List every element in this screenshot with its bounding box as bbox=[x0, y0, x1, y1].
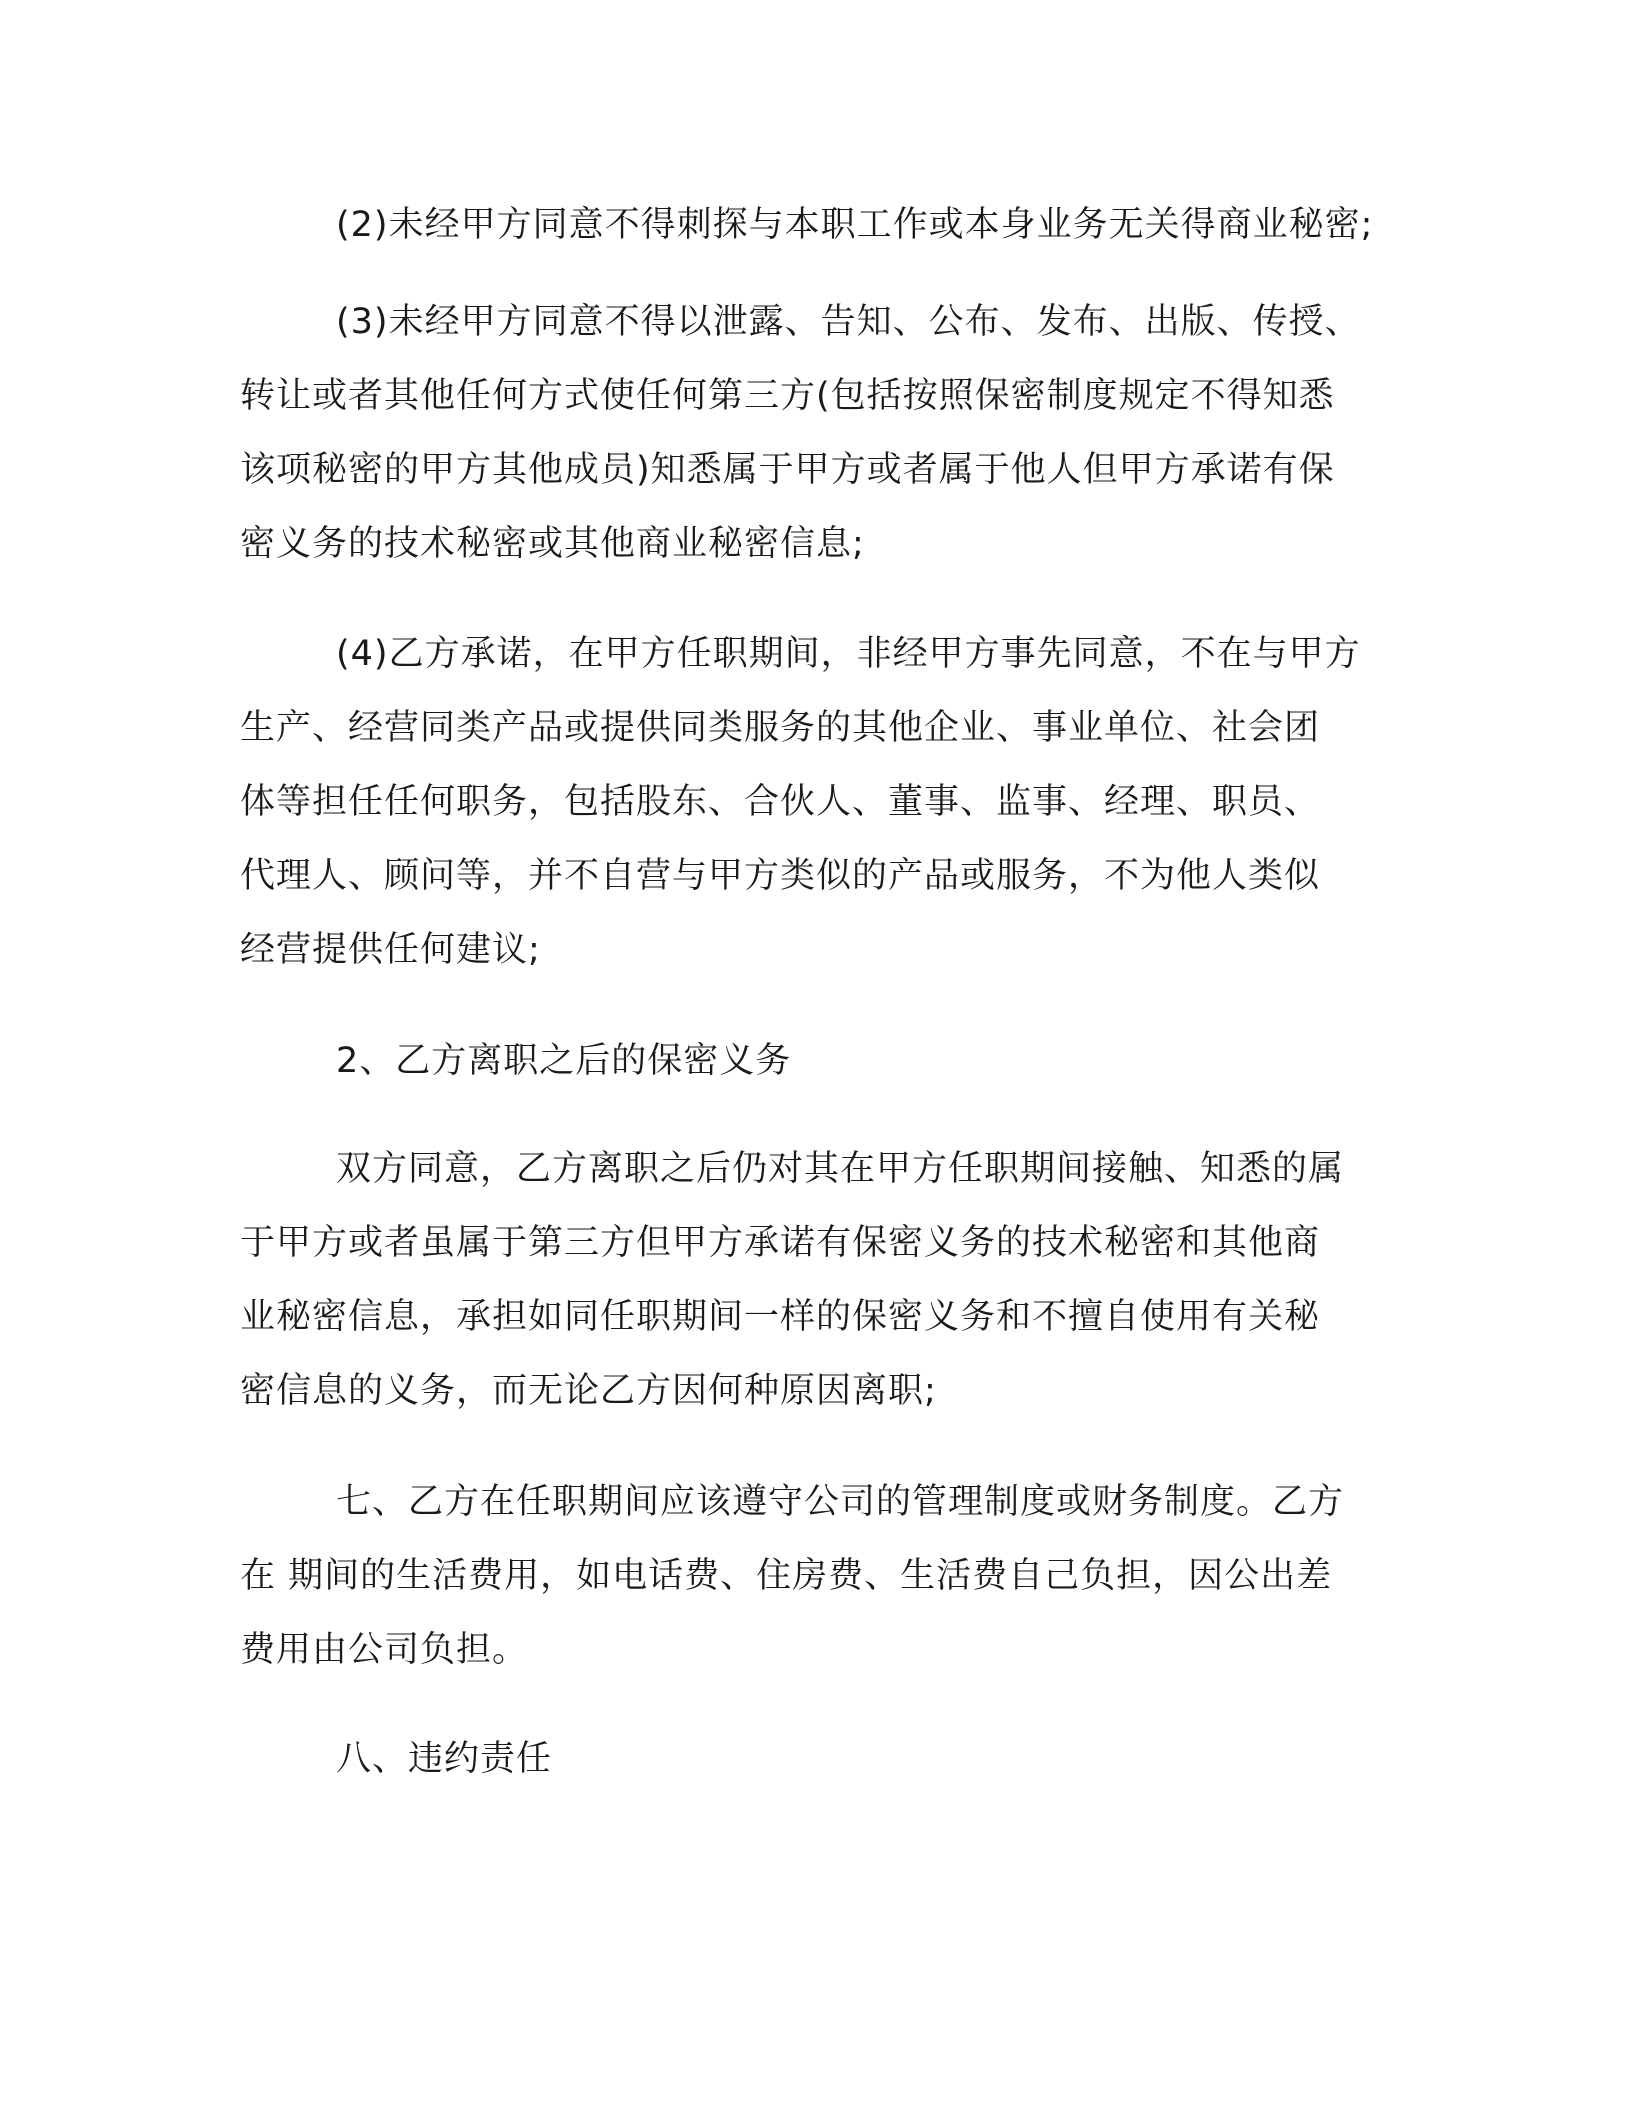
text-line: 体等担任任何职务，包括股东、合伙人、董事、监事、经理、职员、 bbox=[240, 782, 1321, 822]
text-line: 生产、经营同类产品或提供同类服务的其他企业、事业单位、社会团 bbox=[240, 708, 1321, 748]
text-line: 业秘密信息，承担如同任职期间一样的保密义务和不擅自使用有关秘 bbox=[240, 1297, 1321, 1337]
text-line: 在 期间的生活费用，如电话费、住房费、生活费自己负担，因公出差 bbox=[240, 1556, 1333, 1596]
paragraph-post-resignation-duty bbox=[240, 1132, 1390, 1428]
text-line: 七、乙方在任职期间应该遵守公司的管理制度或财务制度。乙方 bbox=[336, 1482, 1345, 1522]
text-line: 八、违约责任 bbox=[336, 1739, 553, 1779]
text-line: 该项秘密的甲方其他成员)知悉属于甲方或者属于他人但甲方承诺有保 bbox=[240, 450, 1335, 490]
section-heading-post-resignation bbox=[240, 1024, 1390, 1098]
paragraph-clause-3 bbox=[240, 285, 1390, 581]
text-line: (3)未经甲方同意不得以泄露、告知、公布、发布、出版、传授、 bbox=[336, 302, 1361, 342]
text-line: 转让或者其他任何方式使任何第三方(包括按照保密制度规定不得知悉 bbox=[240, 376, 1335, 416]
paragraph-article-seven bbox=[240, 1465, 1390, 1687]
text-line: 费用由公司负担。 bbox=[240, 1630, 529, 1670]
text-line: 密义务的技术秘密或其他商业秘密信息; bbox=[240, 524, 865, 564]
text-line: 密信息的义务，而无论乙方因何种原因离职; bbox=[240, 1371, 937, 1411]
text-line: (4)乙方承诺，在甲方任职期间，非经甲方事先同意，不在与甲方 bbox=[336, 634, 1361, 674]
text-line: 于甲方或者虽属于第三方但甲方承诺有保密义务的技术秘密和其他商 bbox=[240, 1223, 1321, 1263]
paragraph-clause-4 bbox=[240, 617, 1390, 987]
paragraph-clause-2 bbox=[240, 188, 1390, 262]
text-line: 双方同意，乙方离职之后仍对其在甲方任职期间接触、知悉的属 bbox=[336, 1149, 1345, 1189]
section-heading-breach-liability bbox=[240, 1722, 1390, 1796]
text-line: 经营提供任何建议; bbox=[240, 930, 541, 970]
text-line: (2)未经甲方同意不得刺探与本职工作或本身业务无关得商业秘密; bbox=[336, 205, 1374, 245]
text-line: 代理人、顾问等，并不自营与甲方类似的产品或服务，不为他人类似 bbox=[240, 856, 1321, 896]
text-line: 2、乙方离职之后的保密义务 bbox=[336, 1041, 792, 1081]
